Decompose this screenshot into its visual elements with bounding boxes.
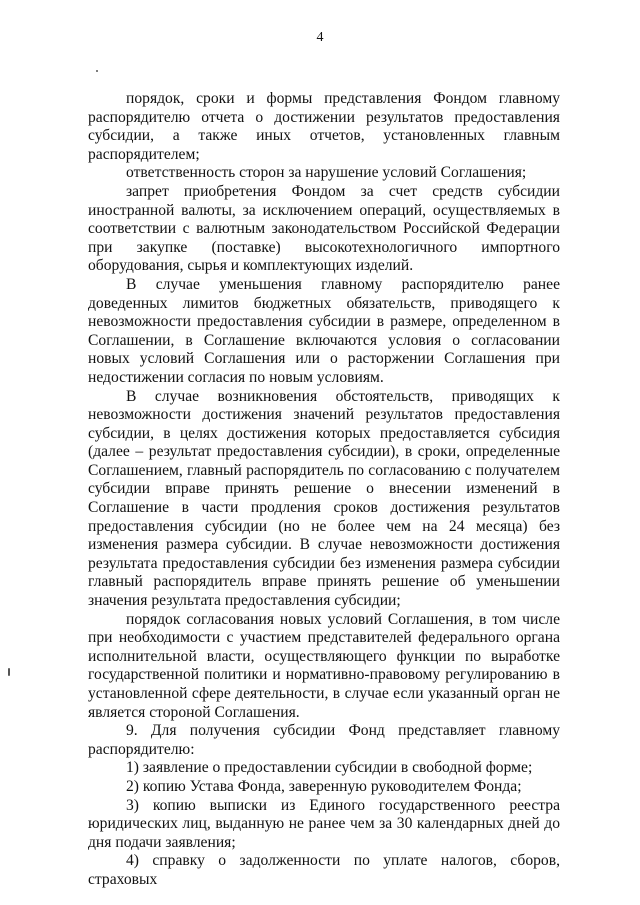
scan-speck <box>8 668 10 676</box>
paragraph: В случае возникновения обстоятельств, приводящих к невозможности достижения значений результатов предоставления субсидии, в целях достижения которых предоставляется субсидия (далее – результат предоставления субсидии), в сроки, определенные Соглашением, главный распорядитель по согласованию с получателем субсидии вправе принять решение о внесении изменений в Соглашение в части продления сроков достижения результатов предоставления субсидии (но не более чем на 24 месяца) без изменения размера субсидии. В случае невозможности достижения результата предоставления субсидии без изменения размера субсидии главный распорядитель вправе принять решение об уменьшении значения результата предоставления субсидии; <box>88 387 560 610</box>
paragraph: 9. Для получения субсидии Фонд представляет главному распорядителю: <box>88 722 560 758</box>
list-item: 2) копию Устава Фонда, заверенную руководителем Фонда; <box>126 777 522 795</box>
paragraph: запрет приобретения Фондом за счет средств субсидии иностранной валюты, за исключением операций, осуществляемых в соответствии с валютным законодательством Российской Федерации при закупке (поставке) высокотехнологичного импортного оборудования, сырья и комплектующих изделий. <box>88 182 560 275</box>
scan-speck <box>96 70 98 72</box>
list-item: 3) копию выписки из Единого государственного реестра юридических лиц, выданную не ранее чем за 30 календарных дней до дня подачи заявления; <box>88 796 560 851</box>
list-item: 4) справку о задолженности по уплате налогов, сборов, страховых <box>88 852 560 888</box>
document-body <box>88 90 560 890</box>
list-item: 1) заявление о предоставлении субсидии в свободной форме; <box>126 759 533 777</box>
paragraph: порядок согласования новых условий Соглашения, в том числе при необходимости с участием представителей федерального органа исполнительной власти, осуществляющего функции по выработке государственной политики и нормативно-правовому регулированию в установленной сфере деятельности, в случае если указанный орган не является стороной Соглашения. <box>88 610 560 721</box>
page-number: 4 <box>316 30 324 45</box>
paragraph: ответственность сторон за нарушение условий Соглашения; <box>126 164 527 182</box>
paragraph: порядок, сроки и формы представления Фондом главному распорядителю отчета о достижении результатов предоставления субсидии, а также иных отчетов, установленных главным распорядителем; <box>88 90 560 163</box>
paragraph: В случае уменьшения главному распорядителю ранее доведенных лимитов бюджетных обязательств, приводящего к невозможности предоставления субсидии в размере, определенном в Соглашении, в Соглашение включаются условия о согласовании новых условий Соглашения или о расторжении Соглашения при недостижении согласия по новым условиям. <box>88 275 560 386</box>
